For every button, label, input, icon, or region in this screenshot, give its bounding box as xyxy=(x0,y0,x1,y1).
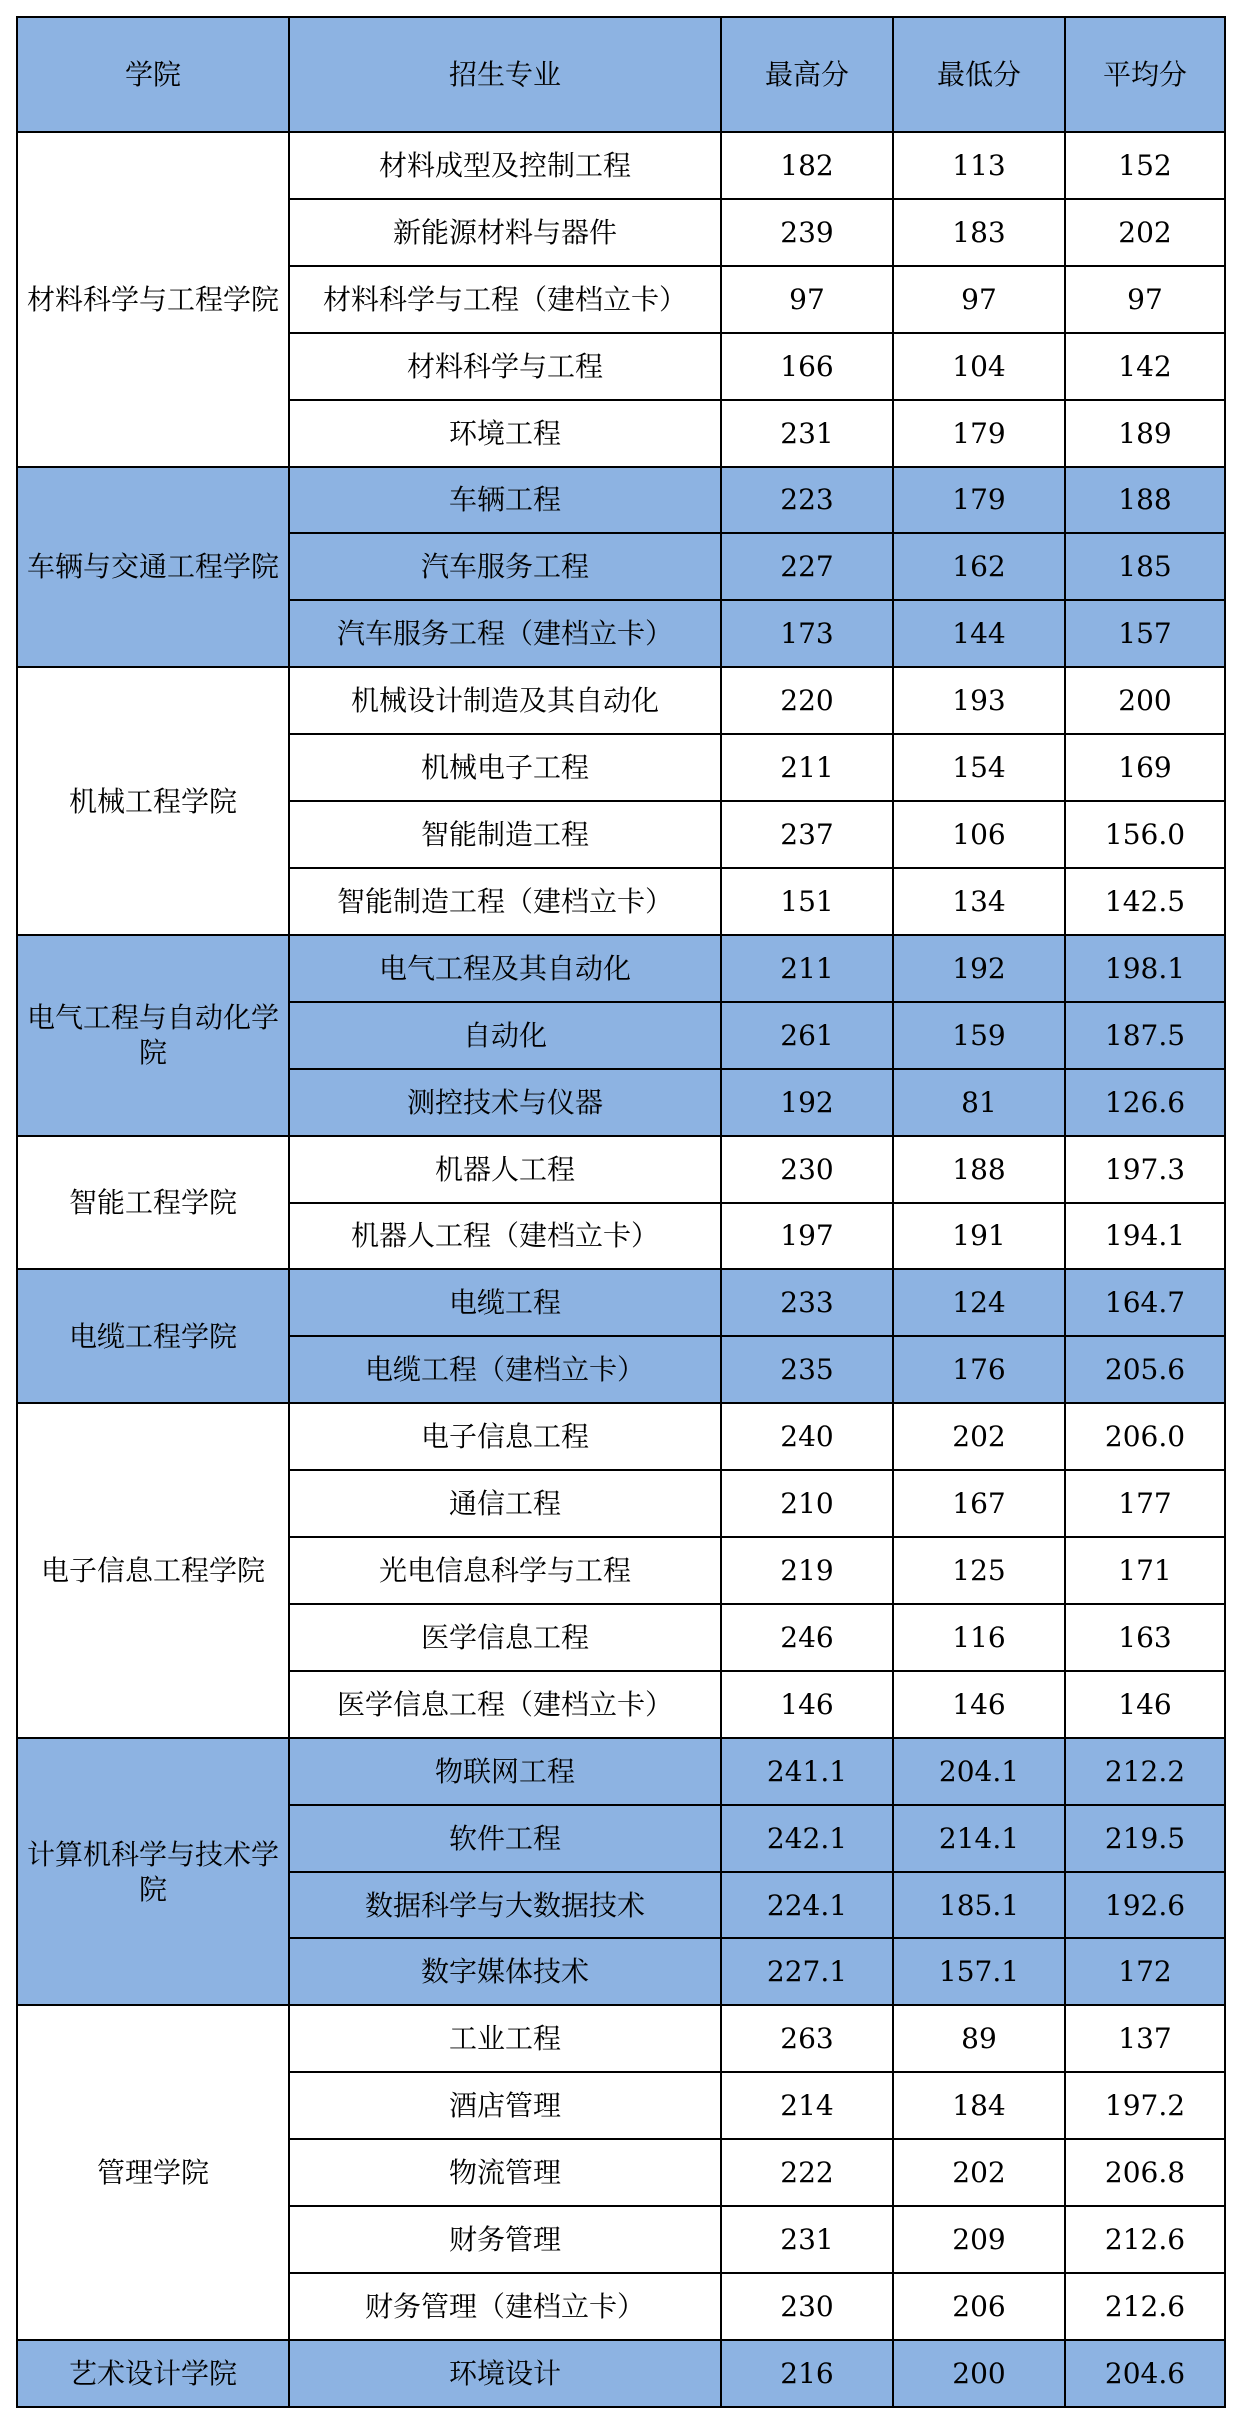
major-cell: 数据科学与大数据技术 xyxy=(289,1872,721,1939)
college-cell: 计算机科学与技术学院 xyxy=(17,1738,289,2006)
avg-score-cell: 198.1 xyxy=(1065,935,1225,1002)
college-cell: 机械工程学院 xyxy=(17,667,289,935)
major-cell: 机器人工程 xyxy=(289,1136,721,1203)
header-major: 招生专业 xyxy=(289,17,721,132)
max-score-cell: 97 xyxy=(721,266,893,333)
max-score-cell: 227.1 xyxy=(721,1938,893,2005)
avg-score-cell: 194.1 xyxy=(1065,1203,1225,1270)
avg-score-cell: 97 xyxy=(1065,266,1225,333)
avg-score-cell: 197.2 xyxy=(1065,2072,1225,2139)
avg-score-cell: 142 xyxy=(1065,333,1225,400)
major-cell: 物联网工程 xyxy=(289,1738,721,1805)
min-score-cell: 204.1 xyxy=(893,1738,1065,1805)
avg-score-cell: 126.6 xyxy=(1065,1069,1225,1136)
major-cell: 机械设计制造及其自动化 xyxy=(289,667,721,734)
avg-score-cell: 206.8 xyxy=(1065,2139,1225,2206)
avg-score-cell: 146 xyxy=(1065,1671,1225,1738)
major-cell: 电缆工程（建档立卡） xyxy=(289,1336,721,1403)
max-score-cell: 239 xyxy=(721,199,893,266)
max-score-cell: 182 xyxy=(721,132,893,199)
min-score-cell: 179 xyxy=(893,400,1065,467)
max-score-cell: 220 xyxy=(721,667,893,734)
min-score-cell: 188 xyxy=(893,1136,1065,1203)
header-min-score: 最低分 xyxy=(893,17,1065,132)
major-cell: 电气工程及其自动化 xyxy=(289,935,721,1002)
major-cell: 工业工程 xyxy=(289,2005,721,2072)
college-cell: 材料科学与工程学院 xyxy=(17,132,289,467)
max-score-cell: 166 xyxy=(721,333,893,400)
min-score-cell: 116 xyxy=(893,1604,1065,1671)
major-cell: 电子信息工程 xyxy=(289,1403,721,1470)
avg-score-cell: 192.6 xyxy=(1065,1872,1225,1939)
table-row xyxy=(17,1738,1225,1805)
max-score-cell: 146 xyxy=(721,1671,893,1738)
max-score-cell: 241.1 xyxy=(721,1738,893,1805)
table-row xyxy=(17,2340,1225,2407)
header-max-score: 最高分 xyxy=(721,17,893,132)
table-row xyxy=(17,1403,1225,1470)
major-cell: 机器人工程（建档立卡） xyxy=(289,1203,721,1270)
min-score-cell: 183 xyxy=(893,199,1065,266)
major-cell: 自动化 xyxy=(289,1002,721,1069)
major-cell: 材料成型及控制工程 xyxy=(289,132,721,199)
table-row xyxy=(17,132,1225,199)
max-score-cell: 173 xyxy=(721,600,893,667)
table-row xyxy=(17,1136,1225,1203)
min-score-cell: 176 xyxy=(893,1336,1065,1403)
avg-score-cell: 189 xyxy=(1065,400,1225,467)
avg-score-cell: 185 xyxy=(1065,533,1225,600)
max-score-cell: 214 xyxy=(721,2072,893,2139)
avg-score-cell: 212.6 xyxy=(1065,2273,1225,2340)
max-score-cell: 263 xyxy=(721,2005,893,2072)
min-score-cell: 202 xyxy=(893,1403,1065,1470)
major-cell: 医学信息工程 xyxy=(289,1604,721,1671)
major-cell: 财务管理 xyxy=(289,2206,721,2273)
college-cell: 电缆工程学院 xyxy=(17,1269,289,1403)
min-score-cell: 214.1 xyxy=(893,1805,1065,1872)
college-cell: 艺术设计学院 xyxy=(17,2340,289,2407)
min-score-cell: 191 xyxy=(893,1203,1065,1270)
max-score-cell: 192 xyxy=(721,1069,893,1136)
avg-score-cell: 137 xyxy=(1065,2005,1225,2072)
max-score-cell: 240 xyxy=(721,1403,893,1470)
avg-score-cell: 212.2 xyxy=(1065,1738,1225,1805)
max-score-cell: 222 xyxy=(721,2139,893,2206)
major-cell: 物流管理 xyxy=(289,2139,721,2206)
min-score-cell: 159 xyxy=(893,1002,1065,1069)
major-cell: 软件工程 xyxy=(289,1805,721,1872)
major-cell: 光电信息科学与工程 xyxy=(289,1537,721,1604)
max-score-cell: 233 xyxy=(721,1269,893,1336)
min-score-cell: 162 xyxy=(893,533,1065,600)
college-cell: 管理学院 xyxy=(17,2005,289,2340)
min-score-cell: 209 xyxy=(893,2206,1065,2273)
min-score-cell: 206 xyxy=(893,2273,1065,2340)
major-cell: 数字媒体技术 xyxy=(289,1938,721,2005)
avg-score-cell: 157 xyxy=(1065,600,1225,667)
avg-score-cell: 206.0 xyxy=(1065,1403,1225,1470)
avg-score-cell: 177 xyxy=(1065,1470,1225,1537)
max-score-cell: 261 xyxy=(721,1002,893,1069)
min-score-cell: 113 xyxy=(893,132,1065,199)
table-row xyxy=(17,667,1225,734)
table-row xyxy=(17,2005,1225,2072)
major-cell: 电缆工程 xyxy=(289,1269,721,1336)
avg-score-cell: 163 xyxy=(1065,1604,1225,1671)
min-score-cell: 124 xyxy=(893,1269,1065,1336)
min-score-cell: 192 xyxy=(893,935,1065,1002)
major-cell: 新能源材料与器件 xyxy=(289,199,721,266)
major-cell: 智能制造工程 xyxy=(289,801,721,868)
min-score-cell: 89 xyxy=(893,2005,1065,2072)
major-cell: 测控技术与仪器 xyxy=(289,1069,721,1136)
college-cell: 车辆与交通工程学院 xyxy=(17,467,289,668)
min-score-cell: 202 xyxy=(893,2139,1065,2206)
min-score-cell: 185.1 xyxy=(893,1872,1065,1939)
avg-score-cell: 202 xyxy=(1065,199,1225,266)
min-score-cell: 81 xyxy=(893,1069,1065,1136)
major-cell: 汽车服务工程 xyxy=(289,533,721,600)
max-score-cell: 219 xyxy=(721,1537,893,1604)
major-cell: 材料科学与工程 xyxy=(289,333,721,400)
max-score-cell: 224.1 xyxy=(721,1872,893,1939)
major-cell: 酒店管理 xyxy=(289,2072,721,2139)
min-score-cell: 106 xyxy=(893,801,1065,868)
max-score-cell: 211 xyxy=(721,734,893,801)
avg-score-cell: 219.5 xyxy=(1065,1805,1225,1872)
max-score-cell: 210 xyxy=(721,1470,893,1537)
avg-score-cell: 156.0 xyxy=(1065,801,1225,868)
table-body xyxy=(17,132,1225,2407)
major-cell: 机械电子工程 xyxy=(289,734,721,801)
header-row xyxy=(17,17,1225,132)
major-cell: 通信工程 xyxy=(289,1470,721,1537)
major-cell: 财务管理（建档立卡） xyxy=(289,2273,721,2340)
header-avg-score: 平均分 xyxy=(1065,17,1225,132)
avg-score-cell: 142.5 xyxy=(1065,868,1225,935)
major-cell: 环境工程 xyxy=(289,400,721,467)
min-score-cell: 146 xyxy=(893,1671,1065,1738)
min-score-cell: 184 xyxy=(893,2072,1065,2139)
min-score-cell: 154 xyxy=(893,734,1065,801)
header-college: 学院 xyxy=(17,17,289,132)
major-cell: 环境设计 xyxy=(289,2340,721,2407)
max-score-cell: 246 xyxy=(721,1604,893,1671)
max-score-cell: 237 xyxy=(721,801,893,868)
max-score-cell: 211 xyxy=(721,935,893,1002)
min-score-cell: 134 xyxy=(893,868,1065,935)
major-cell: 汽车服务工程（建档立卡） xyxy=(289,600,721,667)
max-score-cell: 231 xyxy=(721,400,893,467)
max-score-cell: 231 xyxy=(721,2206,893,2273)
avg-score-cell: 212.6 xyxy=(1065,2206,1225,2273)
max-score-cell: 227 xyxy=(721,533,893,600)
min-score-cell: 193 xyxy=(893,667,1065,734)
table-row xyxy=(17,467,1225,534)
college-cell: 电子信息工程学院 xyxy=(17,1403,289,1738)
avg-score-cell: 172 xyxy=(1065,1938,1225,2005)
admission-scores-table xyxy=(16,16,1226,2408)
min-score-cell: 157.1 xyxy=(893,1938,1065,2005)
table-row xyxy=(17,1269,1225,1336)
max-score-cell: 151 xyxy=(721,868,893,935)
avg-score-cell: 171 xyxy=(1065,1537,1225,1604)
college-cell: 电气工程与自动化学院 xyxy=(17,935,289,1136)
college-cell: 智能工程学院 xyxy=(17,1136,289,1270)
max-score-cell: 197 xyxy=(721,1203,893,1270)
avg-score-cell: 197.3 xyxy=(1065,1136,1225,1203)
major-cell: 智能制造工程（建档立卡） xyxy=(289,868,721,935)
avg-score-cell: 187.5 xyxy=(1065,1002,1225,1069)
min-score-cell: 167 xyxy=(893,1470,1065,1537)
avg-score-cell: 188 xyxy=(1065,467,1225,534)
avg-score-cell: 152 xyxy=(1065,132,1225,199)
min-score-cell: 144 xyxy=(893,600,1065,667)
avg-score-cell: 164.7 xyxy=(1065,1269,1225,1336)
max-score-cell: 223 xyxy=(721,467,893,534)
avg-score-cell: 169 xyxy=(1065,734,1225,801)
max-score-cell: 230 xyxy=(721,1136,893,1203)
max-score-cell: 216 xyxy=(721,2340,893,2407)
min-score-cell: 104 xyxy=(893,333,1065,400)
min-score-cell: 97 xyxy=(893,266,1065,333)
min-score-cell: 125 xyxy=(893,1537,1065,1604)
min-score-cell: 200 xyxy=(893,2340,1065,2407)
table-row xyxy=(17,935,1225,1002)
major-cell: 车辆工程 xyxy=(289,467,721,534)
max-score-cell: 230 xyxy=(721,2273,893,2340)
max-score-cell: 235 xyxy=(721,1336,893,1403)
min-score-cell: 179 xyxy=(893,467,1065,534)
major-cell: 医学信息工程（建档立卡） xyxy=(289,1671,721,1738)
avg-score-cell: 204.6 xyxy=(1065,2340,1225,2407)
avg-score-cell: 200 xyxy=(1065,667,1225,734)
avg-score-cell: 205.6 xyxy=(1065,1336,1225,1403)
major-cell: 材料科学与工程（建档立卡） xyxy=(289,266,721,333)
max-score-cell: 242.1 xyxy=(721,1805,893,1872)
